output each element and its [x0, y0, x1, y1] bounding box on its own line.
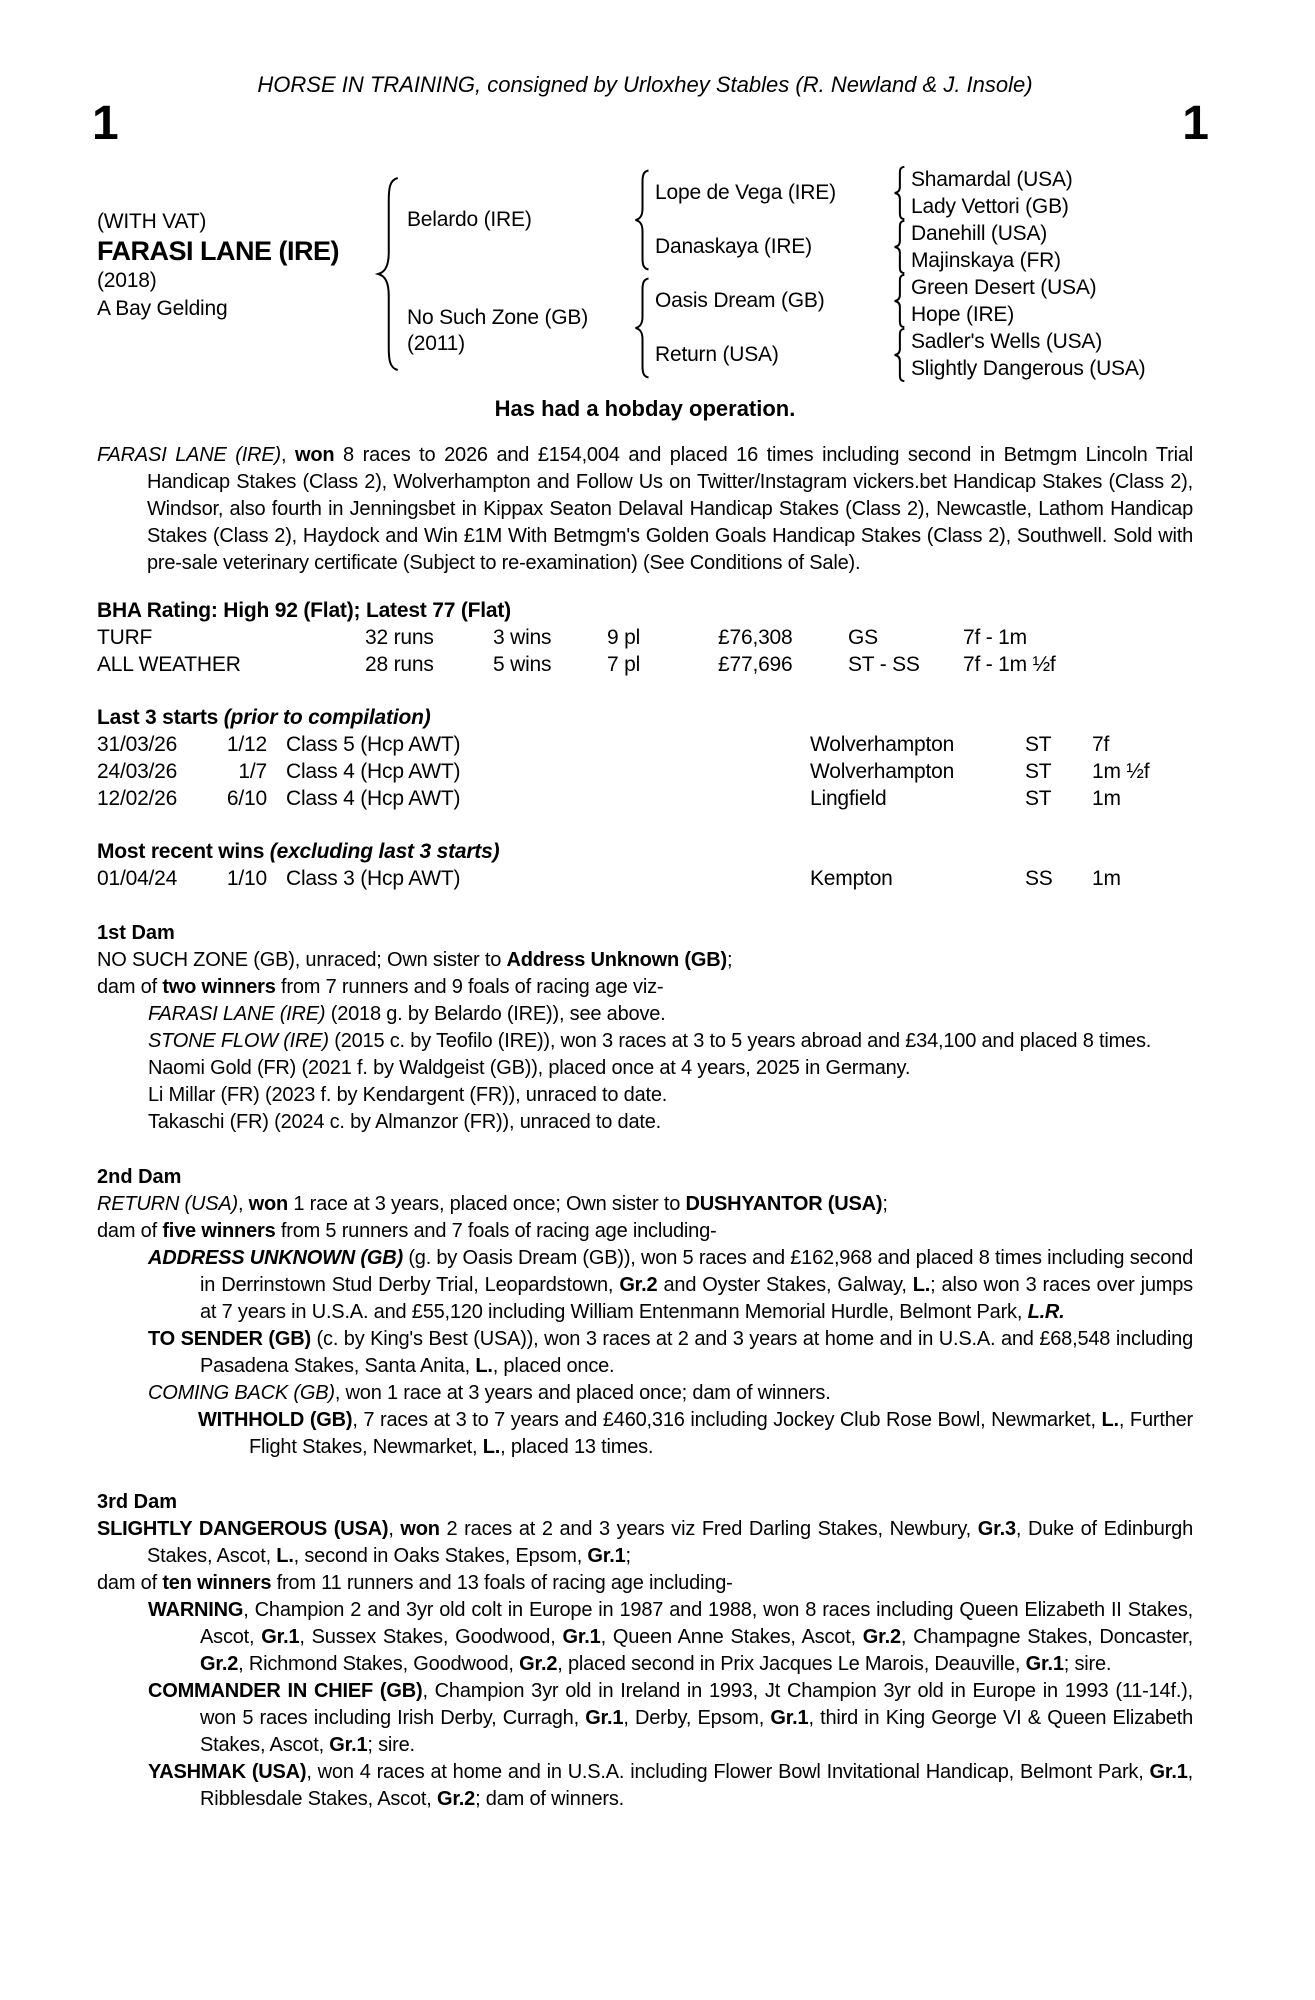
course-cell: Kempton: [810, 867, 893, 890]
grandparent-name: Danaskaya (IRE): [655, 235, 812, 258]
date-cell: 24/03/26: [97, 760, 178, 783]
going-cell: GS: [848, 626, 878, 649]
progeny-entry: Li Millar (FR) (2023 f. by Kendargent (FR)), unraced to date.: [148, 1084, 668, 1106]
going-cell: SS: [1025, 867, 1053, 890]
dam-paragraph: RETURN (USA), won 1 race at 3 years, placed once; Own sister to DUSHYANTOR (USA);: [97, 1193, 888, 1215]
sire-cell: [407, 166, 629, 274]
progeny-entry: STONE FLOW (IRE) (2015 c. by Teofilo (IRE)), won 3 races at 3 to 5 years abroad and £34,100 and placed 8 times.: [148, 1030, 1152, 1052]
pedigree-brace-main: [369, 166, 407, 382]
dam-heading: 1st Dam: [97, 922, 175, 944]
progeny-entry: FARASI LANE (IRE) (2018 g. by Belardo (IRE)), see above.: [148, 1003, 666, 1025]
grandparent-name: Lope de Vega (IRE): [655, 181, 836, 204]
pedigree-brace-gp: [887, 220, 911, 274]
bha-table: [97, 624, 1193, 678]
brace-icon: [892, 220, 907, 274]
horse-name: FARASI LANE (IRE): [97, 236, 340, 266]
dam-paragraph: SLIGHTLY DANGEROUS (USA), won 2 races at 2 and 3 years viz Fred Darling Stakes, Newbury, Gr.3, Duke of Edinburgh Stakes, Ascot, L., second in Oaks Stakes, Epsom, Gr.1;: [97, 1518, 1193, 1567]
foaling-year: (2018): [97, 269, 157, 292]
class-cell: Class 5 (Hcp AWT): [286, 733, 461, 756]
progeny-entry: TO SENDER (GB) (c. by King's Best (USA)), won 3 races at 2 and 3 years at home and in U.S.A. and £68,548 including Pasadena Stakes, Santa Anita, L., placed once.: [148, 1328, 1193, 1377]
grandparent-cell: [655, 274, 887, 328]
runs-cell: 32 runs: [365, 626, 434, 649]
distance-cell: 1m ½f: [1092, 760, 1150, 783]
vat-note: (WITH VAT): [97, 210, 207, 233]
position-cell: 1/7: [238, 760, 267, 783]
grandparent-cell: [655, 328, 887, 382]
subject-block: [97, 166, 369, 382]
surface-cell: ALL WEATHER: [97, 653, 241, 676]
dam-year: (2011): [407, 332, 465, 355]
first-dam-section: [97, 920, 1193, 1136]
grandparent-name: Oasis Dream (GB): [655, 289, 825, 312]
grandparent-cell: [655, 220, 887, 274]
progeny-entry: COMING BACK (GB), won 1 race at 3 years and placed once; dam of winners.: [148, 1382, 831, 1404]
great-grandparent-cell: Green Desert (USA): [911, 275, 1097, 299]
course-cell: Wolverhampton: [810, 760, 955, 783]
wins-cell: 5 wins: [493, 653, 552, 676]
great-grandparent-cell: Hope (IRE): [911, 302, 1015, 326]
position-cell: 1/12: [226, 733, 267, 756]
date-cell: 31/03/26: [97, 733, 178, 756]
bha-heading: BHA Rating: High 92 (Flat); Latest 77 (Flat): [97, 599, 511, 622]
recent-wins-table: [97, 865, 1193, 892]
distance-cell: 7f - 1m: [963, 626, 1027, 649]
class-cell: Class 4 (Hcp AWT): [286, 760, 461, 783]
wins-cell: 3 wins: [493, 626, 552, 649]
date-cell: 12/02/26: [97, 787, 178, 810]
dam-heading: 3rd Dam: [97, 1491, 178, 1513]
brace-icon: [632, 169, 652, 271]
race-summary: FARASI LANE (IRE), won 8 races to 2026 and £154,004 and placed 16 times including second in Betmgm Lincoln Trial Handicap Stakes (Class 2), Wolverhampton and Follow Us on Twitter/Instagram vickers.bet Handicap Stakes (Class 2), Windsor, also fourth in Jenningsbet in Kippax Seaton Delaval Handicap Stakes (Class 2), Newcastle, Lathom Handicap Stakes (Class 2), Haydock and Win £1M With Betmgm's Golden Goals Handicap Stakes (Class 2), Southwell. Sold with pre-sale veterinary certificate (Subject to re-examination) (See Conditions of Sale).: [97, 444, 1193, 574]
class-cell: Class 4 (Hcp AWT): [286, 787, 461, 810]
brace-icon: [892, 328, 907, 382]
class-cell: Class 3 (Hcp AWT): [286, 867, 461, 890]
pedigree-brace-sire: [629, 166, 655, 274]
grandparent-name: Return (USA): [655, 343, 779, 366]
surface-cell: TURF: [97, 626, 153, 649]
places-cell: 9 pl: [607, 626, 641, 649]
earnings-cell: £77,696: [718, 653, 793, 676]
going-cell: ST: [1025, 760, 1052, 783]
course-cell: Wolverhampton: [810, 733, 955, 756]
pedigree-brace-dam: [629, 274, 655, 382]
progeny-entry: ADDRESS UNKNOWN (GB) (g. by Oasis Dream (GB)), won 5 races and £162,968 and placed 8 times including second in Derrinstown Stud Derby Trial, Leopardstown, Gr.2 and Oyster Stakes, Galway, L.; also won 3 races over jumps at 7 years in U.S.A. and £55,120 including William Entenmann Memorial Hurdle, Belmont Park, L.R.: [148, 1247, 1193, 1323]
going-cell: ST: [1025, 733, 1052, 756]
dam-paragraph: dam of ten winners from 11 runners and 13 foals of racing age including-: [97, 1572, 733, 1594]
date-cell: 01/04/24: [97, 867, 178, 890]
going-cell: ST: [1025, 787, 1052, 810]
dam-name: No Such Zone (GB): [407, 306, 589, 329]
horse-description: A Bay Gelding: [97, 297, 228, 320]
progeny-entry: YASHMAK (USA), won 4 races at home and in U.S.A. including Flower Bowl Invitational Handicap, Belmont Park, Gr.1, Ribblesdale Stakes, Ascot, Gr.2; dam of winners.: [148, 1761, 1193, 1810]
second-dam-section: [97, 1164, 1193, 1461]
great-grandparent-cell: Sadler's Wells (USA): [911, 329, 1102, 353]
pedigree-brace-gp: [887, 274, 911, 328]
pedigree-table: [97, 166, 1193, 382]
runs-cell: 28 runs: [365, 653, 434, 676]
progeny-entry: WARNING, Champion 2 and 3yr old colt in Europe in 1987 and 1988, won 8 races including Queen Elizabeth II Stakes, Ascot, Gr.1, Sussex Stakes, Goodwood, Gr.1, Queen Anne Stakes, Ascot, Gr.2, Champagne Stakes, Doncaster, Gr.2, Richmond Stakes, Goodwood, Gr.2, placed second in Prix Jacques Le Marois, Deauville, Gr.1; sire.: [148, 1599, 1193, 1675]
brace-icon: [892, 274, 907, 328]
great-grandparent-cell: Shamardal (USA): [911, 167, 1073, 191]
page-title: HORSE IN TRAINING, consigned by Urloxhey Stables (R. Newland & J. Insole): [257, 72, 1033, 97]
recent-wins-section: [97, 838, 1193, 892]
dam-paragraph: dam of five winners from 5 runners and 7 foals of racing age including-: [97, 1220, 717, 1242]
progeny-entry: Takaschi (FR) (2024 c. by Almanzor (FR)), unraced to date.: [148, 1111, 662, 1133]
brace-icon: [892, 166, 907, 220]
third-dam-section: [97, 1489, 1193, 1813]
distance-cell: 1m: [1092, 867, 1121, 890]
sire-name: Belardo (IRE): [407, 208, 532, 231]
progeny-entry: COMMANDER IN CHIEF (GB), Champion 3yr old in Ireland in 1993, Jt Champion 3yr old in Europe in 1993 (11-14f.), won 5 races including Irish Derby, Curragh, Gr.1, Derby, Epsom, Gr.1, third in King George VI & Queen Elizabeth Stakes, Ascot, Gr.1; sire.: [148, 1680, 1194, 1756]
brace-icon: [632, 277, 652, 379]
dam-cell: [407, 274, 629, 382]
distance-cell: 1m: [1092, 787, 1121, 810]
last-starts-table: [97, 731, 1193, 812]
position-cell: 6/10: [226, 787, 267, 810]
places-cell: 7 pl: [607, 653, 641, 676]
bha-rating-section: [97, 597, 1193, 678]
dam-heading: 2nd Dam: [97, 1166, 182, 1188]
hobday-notice: Has had a hobday operation.: [494, 396, 796, 421]
distance-cell: 7f - 1m ½f: [963, 653, 1056, 676]
lot-number-right: 1: [1182, 97, 1209, 150]
pedigree-brace-gp: [887, 166, 911, 220]
course-cell: Lingfield: [810, 787, 887, 810]
distance-cell: 7f: [1092, 733, 1110, 756]
dam-paragraph: dam of two winners from 7 runners and 9 foals of racing age viz-: [97, 976, 664, 998]
progeny-entry: Naomi Gold (FR) (2021 f. by Waldgeist (GB)), placed once at 4 years, 2025 in Germany.: [148, 1057, 911, 1079]
earnings-cell: £76,308: [718, 626, 793, 649]
great-grandparent-cell: Slightly Dangerous (USA): [911, 356, 1146, 380]
dam-paragraph: NO SUCH ZONE (GB), unraced; Own sister to Address Unknown (GB);: [97, 949, 733, 971]
pedigree-brace-gp: [887, 328, 911, 382]
progeny-entry: WITHHOLD (GB), 7 races at 3 to 7 years and £460,316 including Jockey Club Rose Bowl, Newmarket, L., Further Flight Stakes, Newmarket, L., placed 13 times.: [198, 1409, 1194, 1458]
great-grandparent-cell: Lady Vettori (GB): [911, 194, 1069, 218]
going-cell: ST - SS: [848, 653, 920, 676]
great-grandparent-cell: Majinskaya (FR): [911, 248, 1061, 272]
recent-wins-heading: Most recent wins (excluding last 3 starts): [97, 840, 500, 863]
last-starts-heading: Last 3 starts (prior to compilation): [97, 706, 431, 729]
position-cell: 1/10: [226, 867, 267, 890]
lot-number-left: 1: [92, 97, 119, 150]
grandparent-cell: [655, 166, 887, 220]
last-starts-section: [97, 704, 1193, 812]
brace-icon: [373, 175, 403, 373]
great-grandparent-cell: Danehill (USA): [911, 221, 1048, 245]
